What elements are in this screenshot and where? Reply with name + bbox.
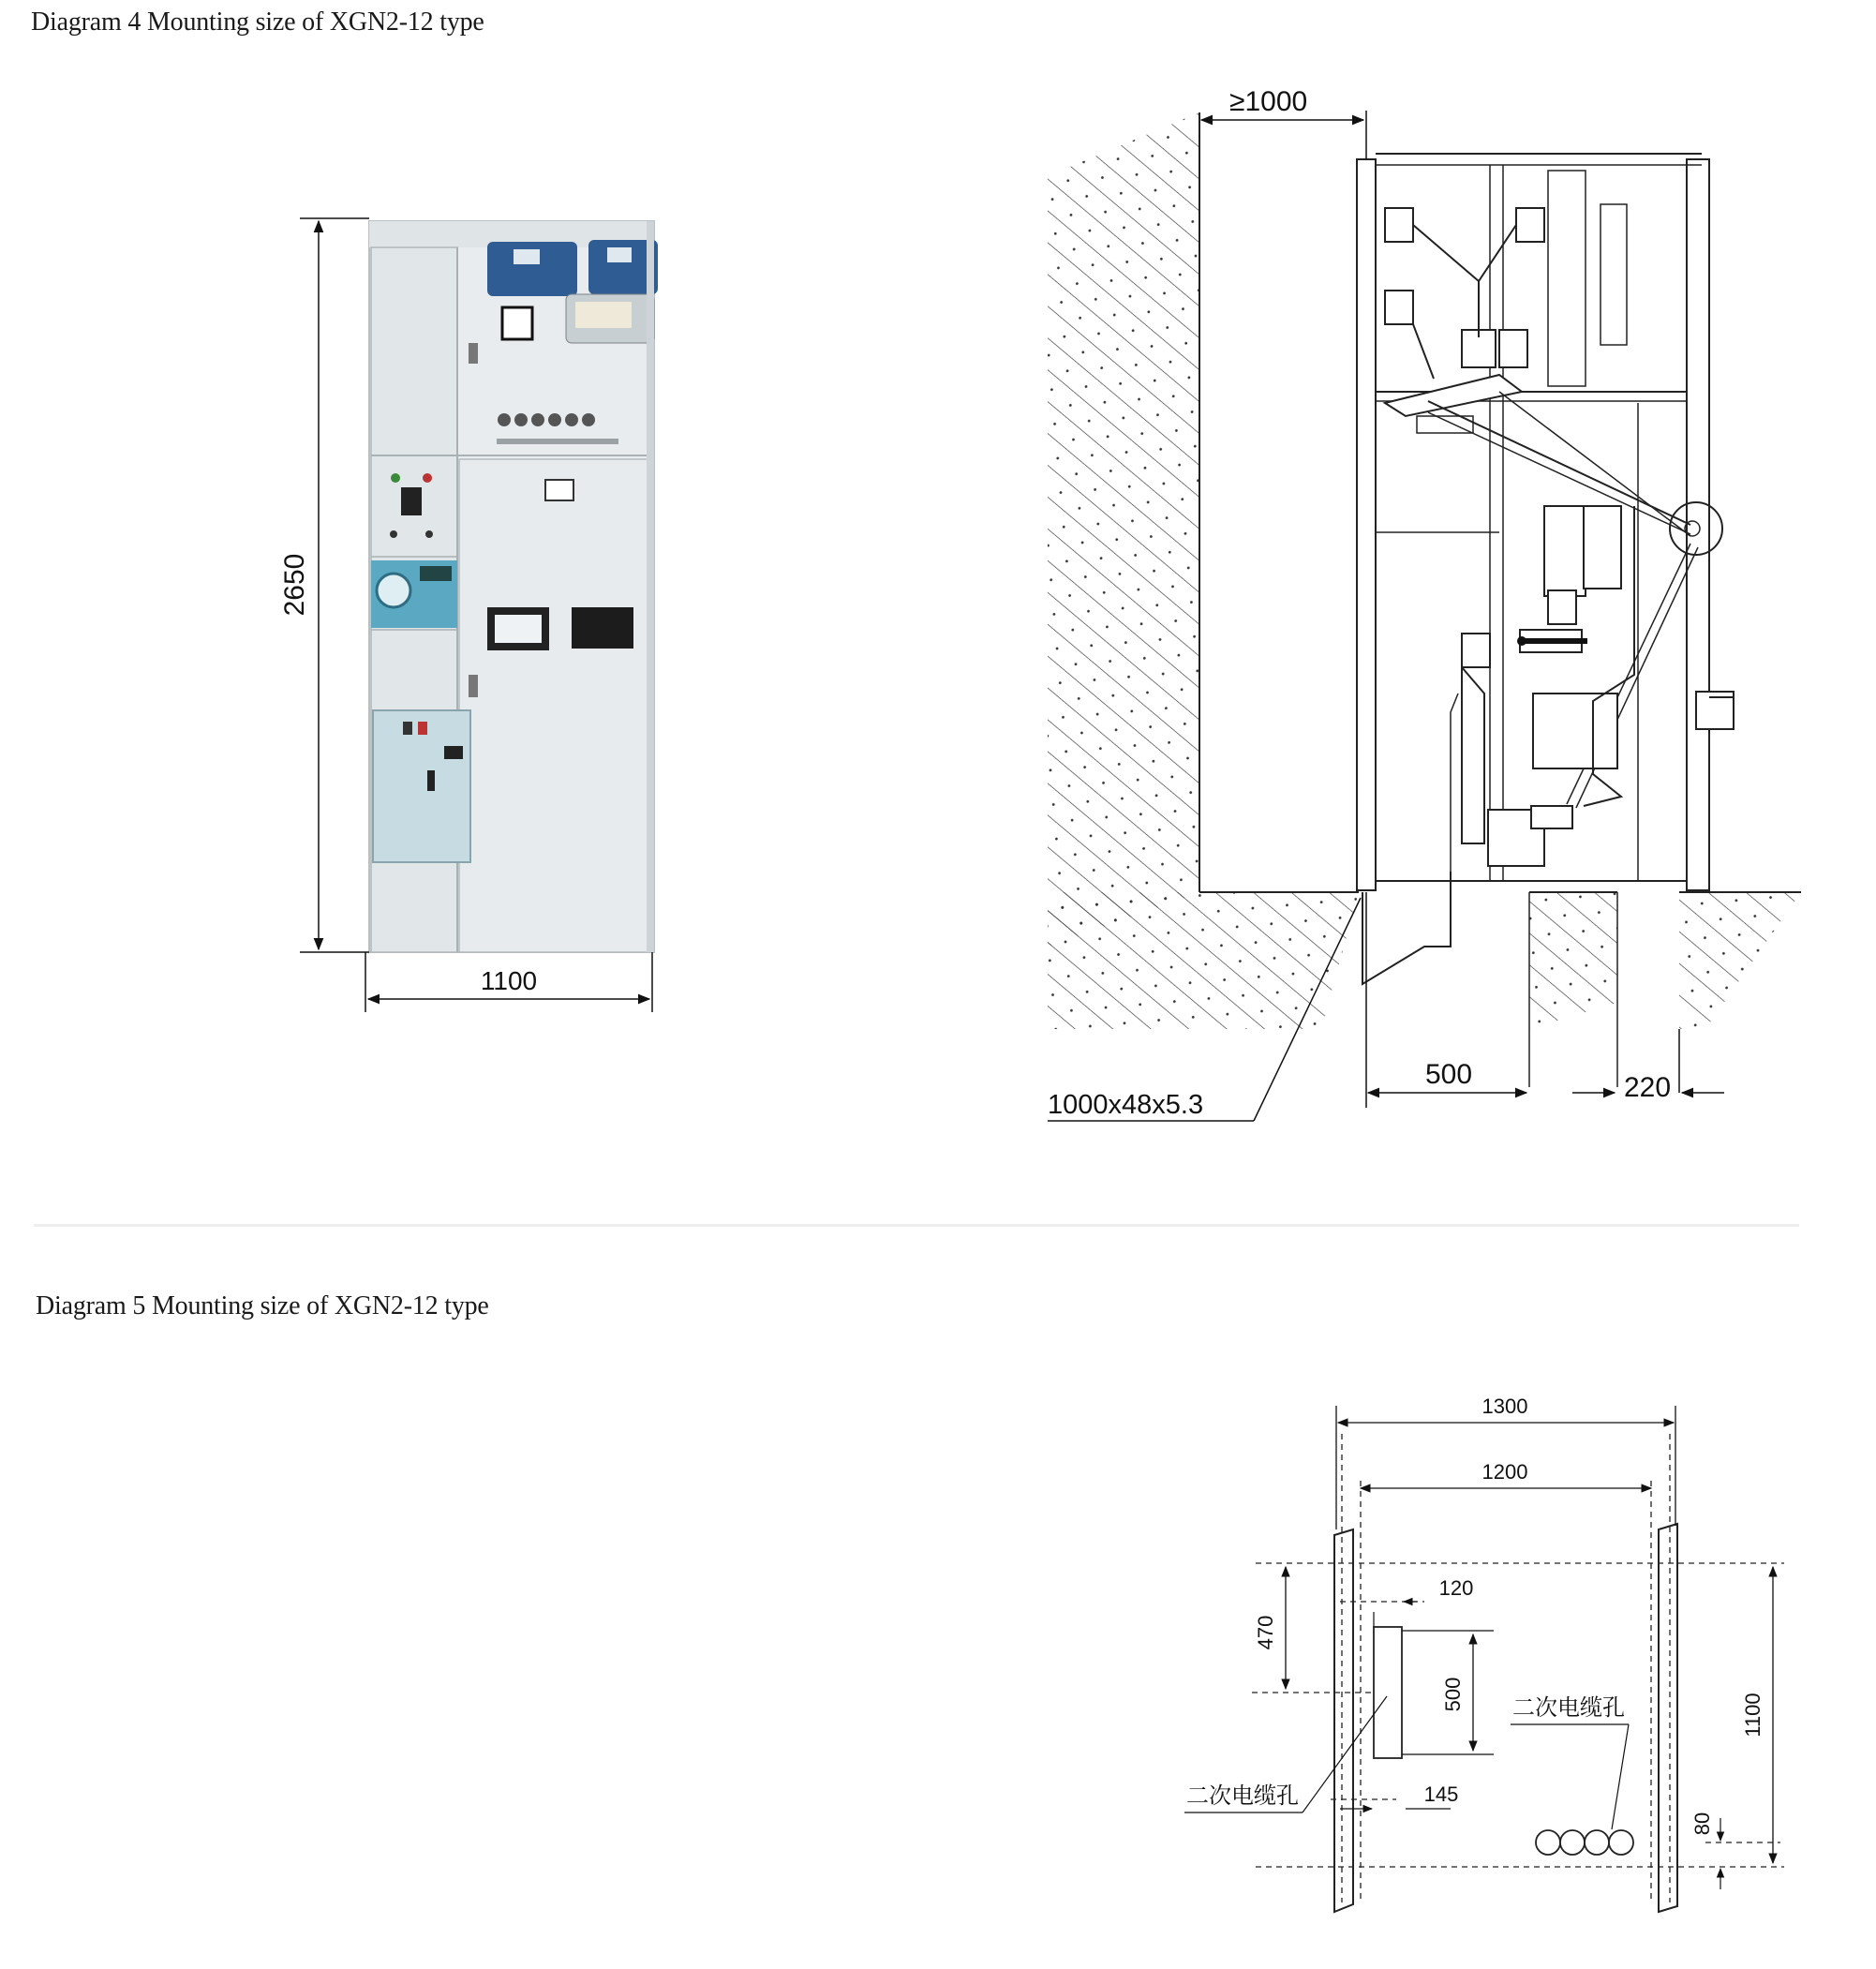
height-dim-label: 2650 — [279, 553, 310, 617]
clearance-dim-label: ≥1000 — [1229, 86, 1308, 117]
height-dimension — [279, 218, 369, 952]
depth-dim-label: 500 — [1424, 1059, 1473, 1090]
outer-width-label: 1300 — [1481, 1395, 1528, 1418]
panel-photo — [369, 221, 658, 952]
rear-offset-label: 80 — [1690, 1812, 1714, 1836]
rear-dim-label: 220 — [1623, 1072, 1672, 1103]
plan-view — [1184, 1395, 1784, 1912]
diagram-4-caption: Diagram 4 Mounting size of XGN2-12 type — [31, 7, 484, 37]
hole-length-label: 500 — [1441, 1677, 1465, 1712]
steel-spec-label: 1000x48x5.3 — [1048, 1090, 1204, 1120]
front-offset-label: 470 — [1254, 1615, 1277, 1650]
depth-dimension — [1366, 892, 1526, 1108]
cable-hole-label-right: 二次电缆孔 — [1512, 1694, 1625, 1721]
hole-width-label: 120 — [1438, 1576, 1474, 1600]
depth-label: 1100 — [1741, 1693, 1764, 1738]
width-dimension — [365, 952, 652, 1012]
width-dim-label: 1100 — [480, 966, 538, 995]
inner-width-label: 1200 — [1481, 1460, 1528, 1484]
cable-hole-label-left: 二次电缆孔 — [1186, 1783, 1299, 1809]
section-view — [1048, 112, 1801, 1087]
diagram-5-caption: Diagram 5 Mounting size of XGN2-12 type — [36, 1291, 489, 1320]
rear-dimension — [1572, 1029, 1724, 1103]
hole-offset-label: 145 — [1423, 1783, 1459, 1806]
clearance-dimension — [1201, 86, 1366, 159]
